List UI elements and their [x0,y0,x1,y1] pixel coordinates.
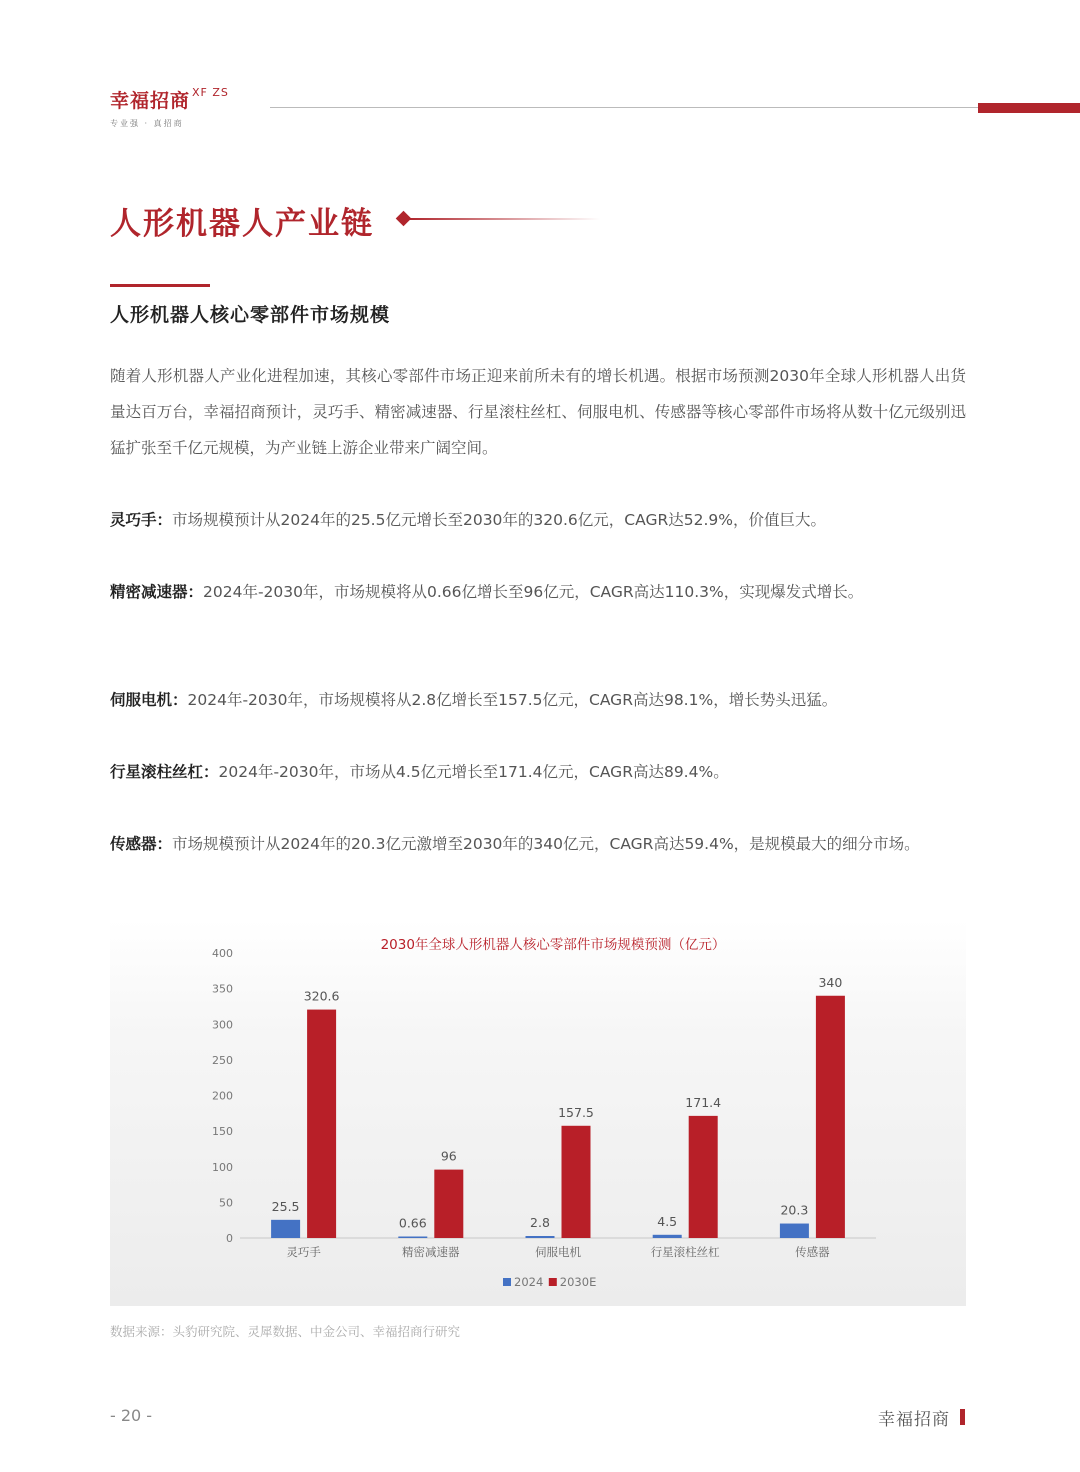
y-tick-label: 400 [212,947,233,960]
legend-label: 2030E [559,1275,597,1289]
data-label: 320.6 [303,988,340,1004]
legend-swatch-2030E [549,1278,557,1286]
bar-2030E [816,996,845,1238]
item-sensor [110,826,966,862]
section-heading: 人形机器人核心零部件市场规模 [110,304,391,326]
data-label: 25.5 [271,1198,300,1214]
item-precision-reducer [110,574,966,610]
data-label: 0.66 [398,1215,427,1231]
item-label: 行星滚柱丝杠： [110,763,219,781]
bar-chart [110,920,966,1306]
bar-2024 [398,1237,427,1239]
item-servo-motor [110,682,966,718]
y-tick-label: 200 [212,1089,233,1103]
bar-2024 [526,1236,555,1238]
item-text: 2024年-2030年，市场规模将从2.8亿增长至157.5亿元，CAGR高达98.1%，增长势头迅猛。 [187,691,838,709]
bar-2024 [653,1235,682,1238]
x-tick-label: 伺服电机 [535,1245,581,1259]
item-text: 市场规模预计从2024年的25.5亿元增长至2030年的320.6亿元，CAGR达52.9%，价值巨大。 [172,511,826,529]
y-tick-label: 300 [212,1018,233,1032]
data-label: 2.8 [530,1215,550,1231]
header-divider [270,107,980,108]
brand-logo [110,86,229,113]
chart-title: 2030年全球人形机器人核心零部件市场规模预测（亿元） [380,937,726,953]
chart-panel [110,920,966,1306]
item-text: 2024年-2030年，市场规模将从0.66亿增长至96亿元，CAGR高达110.3%，实现爆发式增长。 [203,583,864,601]
item-label: 灵巧手： [110,511,173,529]
bar-2024 [271,1220,300,1238]
y-tick-label: 150 [212,1125,233,1139]
brand-slogan: 专业强 · 真招商 [110,119,184,128]
x-tick-label: 灵巧手 [286,1245,321,1259]
data-label: 4.5 [657,1213,678,1229]
data-label: 171.4 [685,1094,722,1110]
brand-name: 幸福招商 [110,90,191,112]
footer-brand: 幸福招商 [878,1410,950,1430]
y-tick-label: 250 [212,1053,233,1067]
brand-mark: XF ZS [192,86,229,99]
legend-swatch-2024 [503,1278,511,1286]
bar-2030E [434,1170,463,1238]
data-label: 96 [440,1148,457,1164]
section-rule [110,284,210,287]
item-text: 2024年-2030年，市场从4.5亿元增长至171.4亿元，CAGR高达89.4%。 [218,763,729,781]
x-tick-label: 精密减速器 [402,1245,460,1259]
bar-2030E [307,1010,336,1238]
y-tick-label: 350 [212,982,233,996]
page-number: - 20 - [110,1406,153,1425]
y-tick-label: 100 [212,1160,233,1174]
title-decor-line [408,218,600,220]
x-tick-label: 传感器 [795,1245,830,1259]
item-roller-screw [110,754,966,790]
page-title: 人形机器人产业链 [110,206,374,242]
bar-2024 [780,1224,809,1238]
header-accent-bar [978,103,1080,113]
y-tick-label: 50 [219,1196,233,1210]
bar-2030E [689,1116,718,1238]
item-text: 市场规模预计从2024年的20.3亿元激增至2030年的340亿元，CAGR高达59.4%，是规模最大的细分市场。 [172,835,920,853]
data-label: 20.3 [780,1202,809,1218]
item-label: 精密减速器： [110,583,204,601]
item-dexterous-hand [110,502,966,538]
data-label: 340 [818,974,843,990]
bar-2030E [562,1126,591,1238]
data-source-note: 数据来源：头豹研究院、灵犀数据、中金公司、幸福招商行研究 [110,1324,461,1339]
y-tick-label: 0 [226,1232,233,1245]
intro-paragraph: 随着人形机器人产业化进程加速，其核心零部件市场正迎来前所未有的增长机遇。根据市场预测2030年全球人形机器人出货量达百万台，幸福招商预计，灵巧手、精密减速器、行星滚柱丝杠、伺服电机、传感器等核心零部件市场将从数十亿元级别迅猛扩张至千亿元规模，为产业链上游企业带来广阔空间。 [110,367,966,457]
data-label: 157.5 [558,1104,594,1120]
footer-accent-bar [960,1409,965,1425]
legend-label: 2024 [514,1275,544,1289]
item-label: 传感器： [110,835,173,853]
item-label: 伺服电机： [110,691,188,709]
x-tick-label: 行星滚柱丝杠 [650,1245,720,1259]
